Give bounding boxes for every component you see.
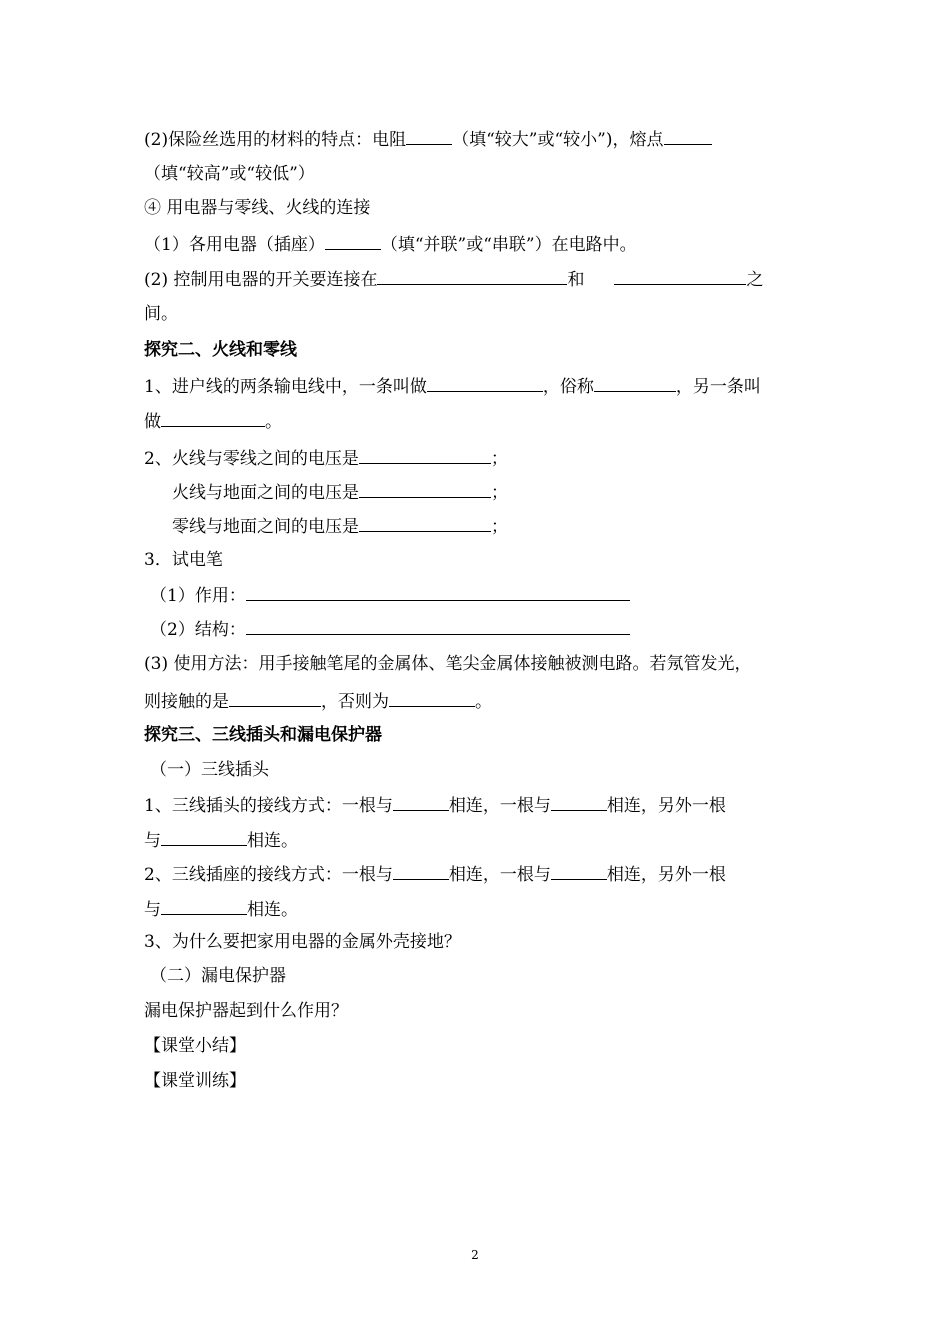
test-pen-structure-line: （2）结构： (150, 618, 630, 640)
test-pen-function-line: （1）作用： (150, 584, 630, 606)
plug-wire-blank-3[interactable] (161, 829, 247, 846)
switch-connection-line: (2) 控制用电器的开关要连接在 和 之 (144, 270, 764, 290)
class-summary-heading: 【课堂小结】 (144, 1036, 246, 1056)
no-glow-wire-blank[interactable] (389, 690, 475, 707)
voltage-line-3: 零线与地面之间的电压是 ； (172, 517, 508, 537)
neutral-ground-voltage-blank[interactable] (359, 515, 491, 532)
appliance-connection-heading: ④ 用电器与零线、火线的连接 (144, 198, 371, 218)
socket-wire-blank-2[interactable] (551, 863, 607, 880)
section-heading-3: 探究三、三线插头和漏电保护器 (144, 725, 382, 745)
test-pen-structure-blank[interactable] (246, 618, 630, 635)
socket-wire-blank-1[interactable] (393, 863, 449, 880)
test-pen-usage-line: (3) 使用方法：用手接触笔尾的金属体、笔尖金属体接触被测电路。若氖管发光， (144, 654, 752, 674)
switch-wire-blank-2[interactable] (614, 268, 746, 285)
glow-wire-blank[interactable] (229, 690, 321, 707)
voltage-line-1: 2、火线与零线之间的电压是 ； (144, 449, 508, 469)
page-number: 2 (471, 1248, 479, 1262)
melting-point-hint-line: （填“较高”或“较低”） (144, 164, 315, 184)
three-wire-plug-heading: （一）三线插头 (150, 760, 269, 780)
leakage-protector-heading: （二）漏电保护器 (150, 966, 286, 986)
wire-nickname-blank[interactable] (594, 375, 676, 392)
plug-wire-blank-2[interactable] (551, 794, 607, 811)
connection-type-blank[interactable] (325, 233, 381, 250)
section-heading-2: 探究二、火线和零线 (144, 340, 297, 360)
appliance-connection-line: （1）各用电器（插座） （填“并联”或“串联”）在电路中。 (144, 235, 637, 255)
live-ground-voltage-blank[interactable] (359, 481, 491, 498)
class-practice-heading: 【课堂训练】 (144, 1071, 246, 1091)
wire-name-blank[interactable] (427, 375, 543, 392)
switch-wire-blank-1[interactable] (377, 268, 567, 285)
melting-point-blank[interactable] (664, 128, 712, 145)
other-wire-blank[interactable] (161, 410, 265, 427)
leakage-protector-question: 漏电保护器起到什么作用？ (144, 1001, 348, 1021)
test-pen-heading: 3．试电笔 (144, 550, 223, 570)
plug-wiring-line: 1、三线插头的接线方式：一根与 相连，一根与 相连，另外一根 (144, 796, 726, 816)
fuse-material-line: (2)保险丝选用的材料的特点：电阻 （填“较大”或“较小”)，熔点 (144, 128, 712, 150)
voltage-line-2: 火线与地面之间的电压是 ； (172, 483, 508, 503)
socket-wiring-line: 2、三线插座的接线方式：一根与 相连，一根与 相连，另外一根 (144, 865, 726, 885)
resistance-blank[interactable] (406, 128, 452, 145)
socket-wire-blank-3[interactable] (161, 898, 247, 915)
test-pen-function-blank[interactable] (246, 584, 630, 601)
incoming-wires-line: 1、进户线的两条输电线中，一条叫做 ，俗称 ，另一条叫 (144, 377, 761, 397)
socket-wiring-line-end: 与 相连。 (144, 900, 298, 920)
plug-wire-blank-1[interactable] (393, 794, 449, 811)
live-neutral-voltage-blank[interactable] (359, 447, 491, 464)
grounding-question: 3、为什么要把家用电器的金属外壳接地？ (144, 932, 461, 952)
incoming-wires-line-end: 做 。 (144, 412, 282, 432)
test-pen-usage-line-end: 则接触的是 ，否则为 。 (144, 692, 492, 712)
plug-wiring-line-end: 与 相连。 (144, 831, 298, 851)
switch-connection-line-end: 间。 (144, 304, 178, 324)
